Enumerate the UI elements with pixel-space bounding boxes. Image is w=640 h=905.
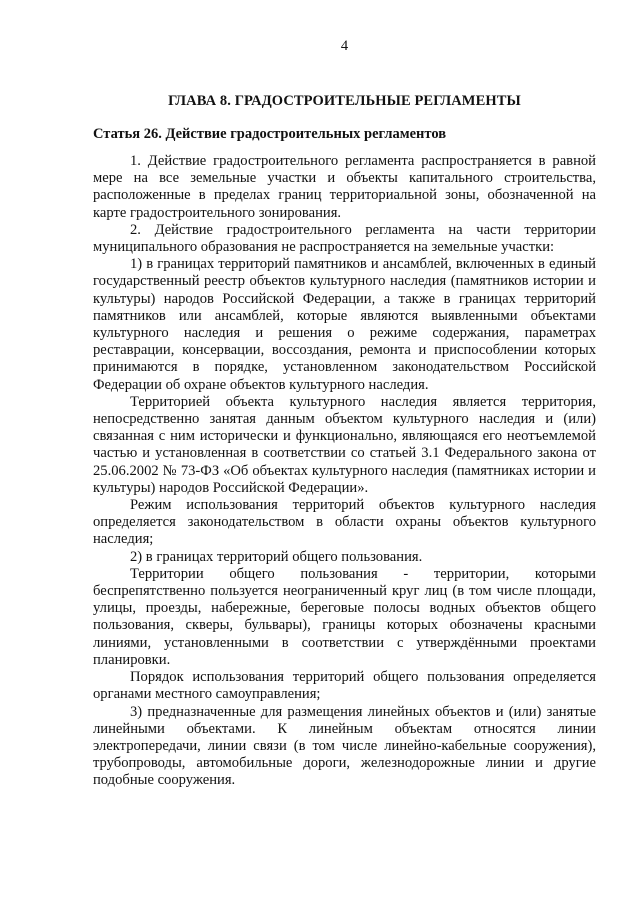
paragraph-3: 1) в границах территорий памятников и ансамблей, включенных в единый государственный реестр объектов культурного наследия (памятников истории и культуры) народов Российской Федерации, а также в границах территорий памятников или ансамблей, которые являются выявленными объектами культурного наследия и решения о режиме содержания, параметрах реставрации, консервации, воссоздания, ремонта и приспособлении которых принимаются в порядке, установленном законодательством Российской Федерации об охране объектов культурного наследия. (93, 256, 596, 393)
paragraph-2: 2. Действие градостроительного регламента на части территории муниципального образования не распространяется на земельные участки: (93, 221, 596, 256)
article-title: Статья 26. Действие градостроительных регламентов (93, 126, 447, 142)
paragraph-1: 1. Действие градостроительного регламента распространяется в равной мере на все земельные участки и объекты капитального строительства, расположенные в пределах границ территориальной зоны, обозначенной на карте градостроительного зонирования. (93, 153, 596, 221)
paragraph-9: 3) предназначенные для размещения линейных объектов и (или) занятые линейными объектами. К линейным объектам относятся линии электропередачи, линии связи (в том числе линейно-кабельные сооружения), трубопроводы, автомобильные дороги, железнодорожные линии и другие подобные сооружения. (93, 703, 596, 789)
page-number: 4 (340, 38, 349, 54)
paragraph-8: Порядок использования территорий общего пользования определяется органами местного самоуправления; (93, 669, 596, 703)
paragraph-7: Территории общего пользования - территории, которыми беспрепятственно пользуется неограниченный круг лиц (в том числе площади, улицы, проезды, набережные, береговые полосы водных объектов общего пользования, скверы, бульвары), границы которых обозначены красными линиями, установленными в соответствии с утверждёнными проектами планировки. (93, 565, 596, 668)
paragraph-6: 2) в границах территорий общего пользования. (130, 548, 423, 565)
chapter-title: ГЛАВА 8. ГРАДОСТРОИТЕЛЬНЫЕ РЕГЛАМЕНТЫ (168, 93, 521, 109)
article-body (93, 153, 596, 790)
paragraph-4: Территорией объекта культурного наследия является территория, непосредственно занятая данным объектом культурного наследия и (или) связанная с ним исторически и функционально, являющаяся его неотъемлемой частью и установленная в соответствии со статьей 3.1 Федерального закона от 25.06.2002 № 73-ФЗ «Об объектах культурного наследия (памятниках истории и культуры) народов Российской Федерации». (93, 393, 596, 496)
paragraph-5: Режим использования территорий объектов культурного наследия определяется законодательством в области охраны объектов культурного наследия; (93, 497, 596, 548)
